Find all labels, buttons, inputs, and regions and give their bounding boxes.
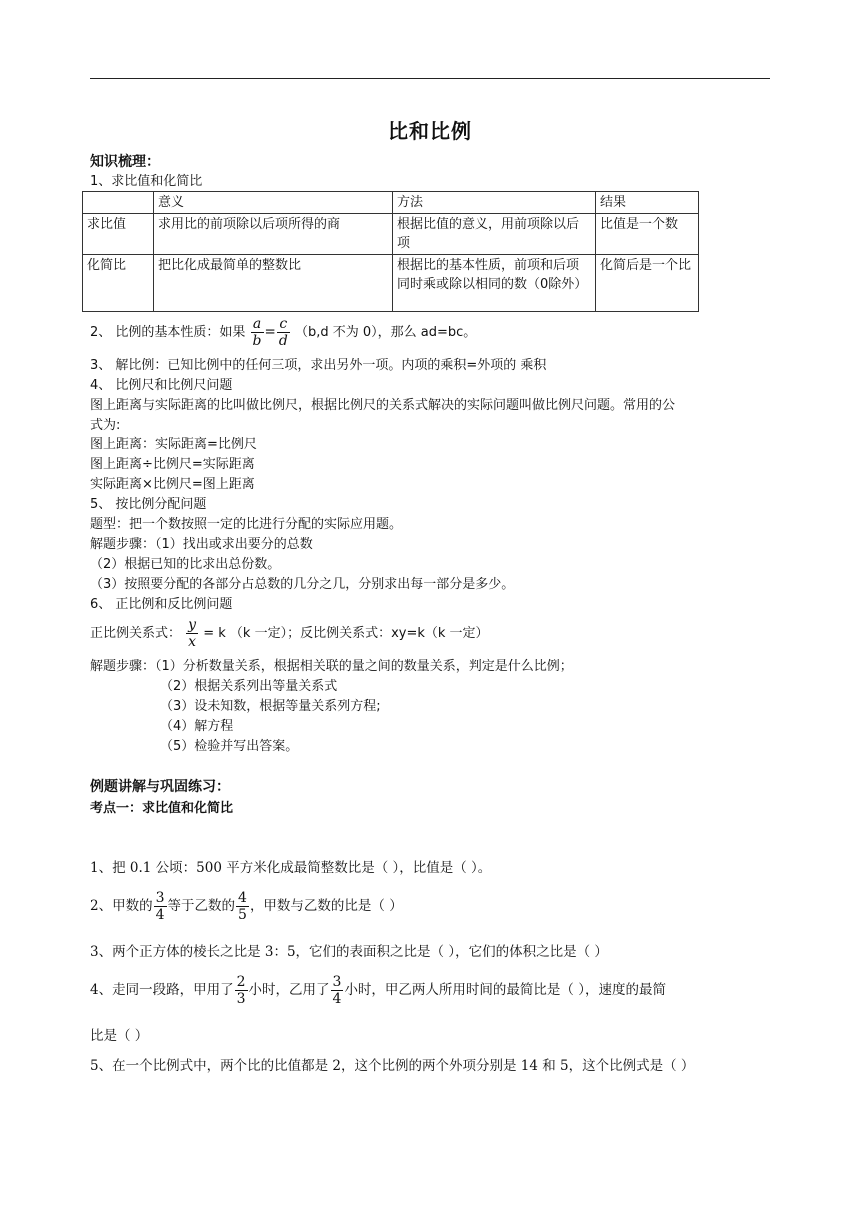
relation-suffix: = k （k 一定）；反比例关系式：xy=k（k 一定） — [203, 626, 489, 641]
question-4-continued: 比是（ ） — [90, 1028, 149, 1044]
section-1-heading: 1、求比值和化简比 — [90, 174, 203, 189]
fraction-numerator: y — [188, 617, 197, 633]
fraction-numerator: 2 — [236, 974, 246, 990]
section-6-step: （5）检验并写出答案。 — [160, 739, 299, 754]
section-5-heading: 5、 按比例分配问题 — [90, 497, 207, 512]
table-header-cell: 意义 — [154, 192, 393, 214]
table-header-cell — [83, 192, 154, 214]
question-2-part: ，甲数与乙数的比是（ ） — [249, 898, 403, 914]
question-4-part: 小时，乙用了 — [248, 982, 330, 998]
fraction-denominator: 4 — [332, 991, 342, 1007]
question-5: 5、在一个比例式中，两个比的比值都是 2，这个比例的两个外项分别是 14 和 5，这个比例式是（ ） — [90, 1058, 695, 1074]
section-6-step: （2）根据关系列出等量关系式 — [160, 679, 338, 694]
section-4-heading: 4、 比例尺和比例尺问题 — [90, 378, 233, 393]
section-4-text: 图上距离与实际距离的比叫做比例尺，根据比例尺的关系式解决的实际问题叫做比例尺问题。常用的公 — [90, 398, 676, 413]
fraction-numerator: 3 — [155, 890, 165, 906]
fraction-numerator: a — [251, 316, 264, 333]
fraction-denominator: d — [278, 333, 288, 349]
table-header-cell: 结果 — [596, 192, 699, 214]
fraction-y-over-x — [186, 617, 198, 650]
page-title: 比和比例 — [388, 119, 472, 143]
table-header-row — [83, 192, 699, 214]
table-cell: 比值是一个数 — [596, 214, 699, 255]
scale-formula: 图上距离÷比例尺=实际距离 — [90, 457, 255, 472]
table-row — [83, 255, 699, 312]
section-5-step: （3）按照要分配的各部分占总数的几分之几，分别求出每一部分是多少。 — [90, 577, 515, 592]
fraction-numerator: c — [277, 316, 290, 333]
question-2 — [90, 890, 403, 923]
fraction-denominator: x — [188, 634, 197, 650]
fraction-numerator: 3 — [332, 974, 342, 990]
scale-formula: 实际距离×比例尺=图上距离 — [90, 477, 255, 492]
section-5-type: 题型：把一个数按照一定的比进行分配的实际应用题。 — [90, 517, 403, 532]
point-1-heading: 考点一：求比值和化简比 — [90, 801, 234, 816]
table-cell: 化简后是一个比 — [596, 255, 699, 312]
question-4 — [90, 974, 666, 1007]
fraction-denominator: 5 — [238, 907, 247, 923]
table-cell: 求用比的前项除以后项所得的商 — [154, 214, 393, 255]
fraction-denominator: b — [252, 333, 262, 349]
section-3-line: 3、 解比例：已知比例中的任何三项，求出另外一项。内项的乘积=外项的 乘积 — [90, 358, 547, 373]
relation-prefix: 正比例关系式： — [90, 626, 182, 641]
fraction-4-5 — [236, 890, 249, 923]
fraction-a-over-b — [251, 316, 264, 349]
section-2-prefix: 2、 比例的基本性质：如果 — [90, 325, 246, 340]
fraction-3-4 — [154, 890, 167, 923]
question-4-part: 小时，甲乙两人所用时间的最简比是（ ），速度的最简 — [344, 982, 666, 998]
section-6-step: （4）解方程 — [160, 719, 234, 734]
equals-sign: = — [264, 324, 276, 340]
scale-formula: 图上距离：实际距离=比例尺 — [90, 437, 257, 452]
section-6-step: （3）设未知数，根据等量关系列方程; — [160, 699, 381, 714]
fraction-3-4 — [331, 974, 344, 1007]
table-cell: 化简比 — [83, 255, 154, 312]
table-cell: 根据比的基本性质，前项和后项同时乘或除以相同的数（0除外） — [393, 255, 596, 312]
header-rule — [90, 78, 770, 79]
question-3: 3、两个正方体的棱长之比是 3：5，它们的表面积之比是（ ），它们的体积之比是（ ） — [90, 944, 608, 960]
ratio-table — [82, 191, 699, 312]
section-5-step: （2）根据已知的比求出总份数。 — [90, 557, 281, 572]
table-cell: 求比值 — [83, 214, 154, 255]
table-cell: 把比化成最简单的整数比 — [154, 255, 393, 312]
section-6-relation — [90, 617, 489, 650]
table-cell: 根据比值的意义，用前项除以后项 — [393, 214, 596, 255]
table-header-cell: 方法 — [393, 192, 596, 214]
question-2-part: 2、甲数的 — [90, 898, 153, 914]
fraction-c-over-d — [277, 316, 290, 349]
question-4-part: 4、走同一段路，甲用了 — [90, 982, 234, 998]
question-2-part: 等于乙数的 — [167, 898, 236, 914]
fraction-denominator: 4 — [155, 907, 165, 923]
knowledge-heading: 知识梳理： — [90, 154, 160, 170]
section-6-heading: 6、 正比例和反比例问题 — [90, 597, 233, 612]
examples-heading: 例题讲解与巩固练习： — [90, 779, 230, 795]
section-4-text: 式为: — [90, 418, 121, 433]
table-row — [83, 214, 699, 255]
fraction-2-3 — [235, 974, 248, 1007]
section-2-line — [90, 316, 476, 349]
section-2-suffix: （b,d 不为 0），那么 ad=bc。 — [294, 325, 477, 340]
fraction-denominator: 3 — [236, 991, 246, 1007]
section-5-step: 解题步骤：（1）找出或求出要分的总数 — [90, 537, 313, 552]
question-1: 1、把 0.1 公顷：500 平方米化成最简整数比是（ ），比值是（ ）。 — [90, 860, 492, 876]
fraction-numerator: 4 — [238, 890, 247, 906]
section-6-step: 解题步骤：（1）分析数量关系，根据相关联的量之间的数量关系，判定是什么比例； — [90, 659, 573, 674]
